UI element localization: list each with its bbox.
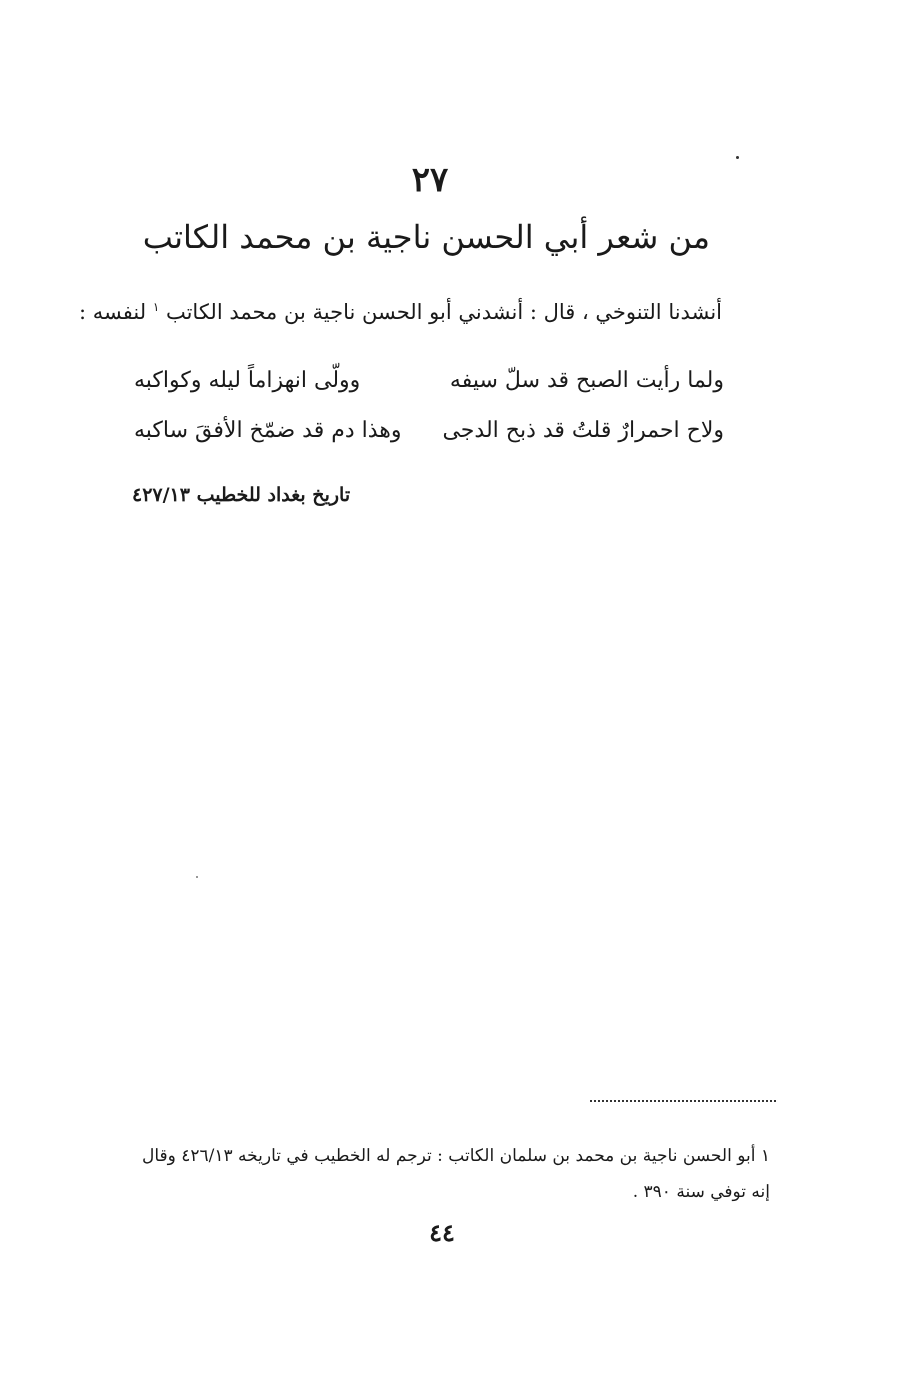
verse-second-hemistich: وولّى انهزاماً ليله وكواكبه [134, 368, 361, 393]
verse-line [134, 418, 724, 443]
footnote-reference: ١ [152, 300, 160, 314]
verse-first-hemistich: ولاح احمرارٌ قلتُ قد ذبح الدجى [442, 418, 724, 443]
source-citation: تاريخ بغداد للخطيب ٤٢٧/١٣ [132, 484, 351, 506]
section-title: من شعر أبي الحسن ناجية بن محمد الكاتب [142, 218, 710, 256]
footnote-line: ١ أبو الحسن ناجية بن محمد بن سلمان الكاتب : ترجم له الخطيب في تاريخه ٤٢٦/١٣ وقال [141, 1146, 770, 1166]
page-number: ٤٤ [429, 1218, 455, 1247]
section-number: ٢٧ [411, 160, 449, 200]
intro-text: أنشدنا التنوخي ، قال : أنشدني أبو الحسن ناجية بن محمد الكاتب [165, 300, 722, 324]
verse-second-hemistich: وهذا دم قد ضمّخ الأفقَ ساكبه [134, 418, 402, 443]
footnote-line: إنه توفي سنة ٣٩٠ . [632, 1182, 770, 1202]
scan-speck [736, 156, 739, 159]
footnote-divider [590, 1100, 776, 1102]
verse-first-hemistich: ولما رأيت الصبح قد سلّ سيفه [449, 368, 724, 393]
intro-paragraph [79, 300, 722, 324]
verse-line [134, 368, 724, 393]
footnote [130, 1138, 770, 1210]
scan-speck [196, 876, 198, 878]
intro-text-end: لنفسه : [79, 300, 147, 324]
